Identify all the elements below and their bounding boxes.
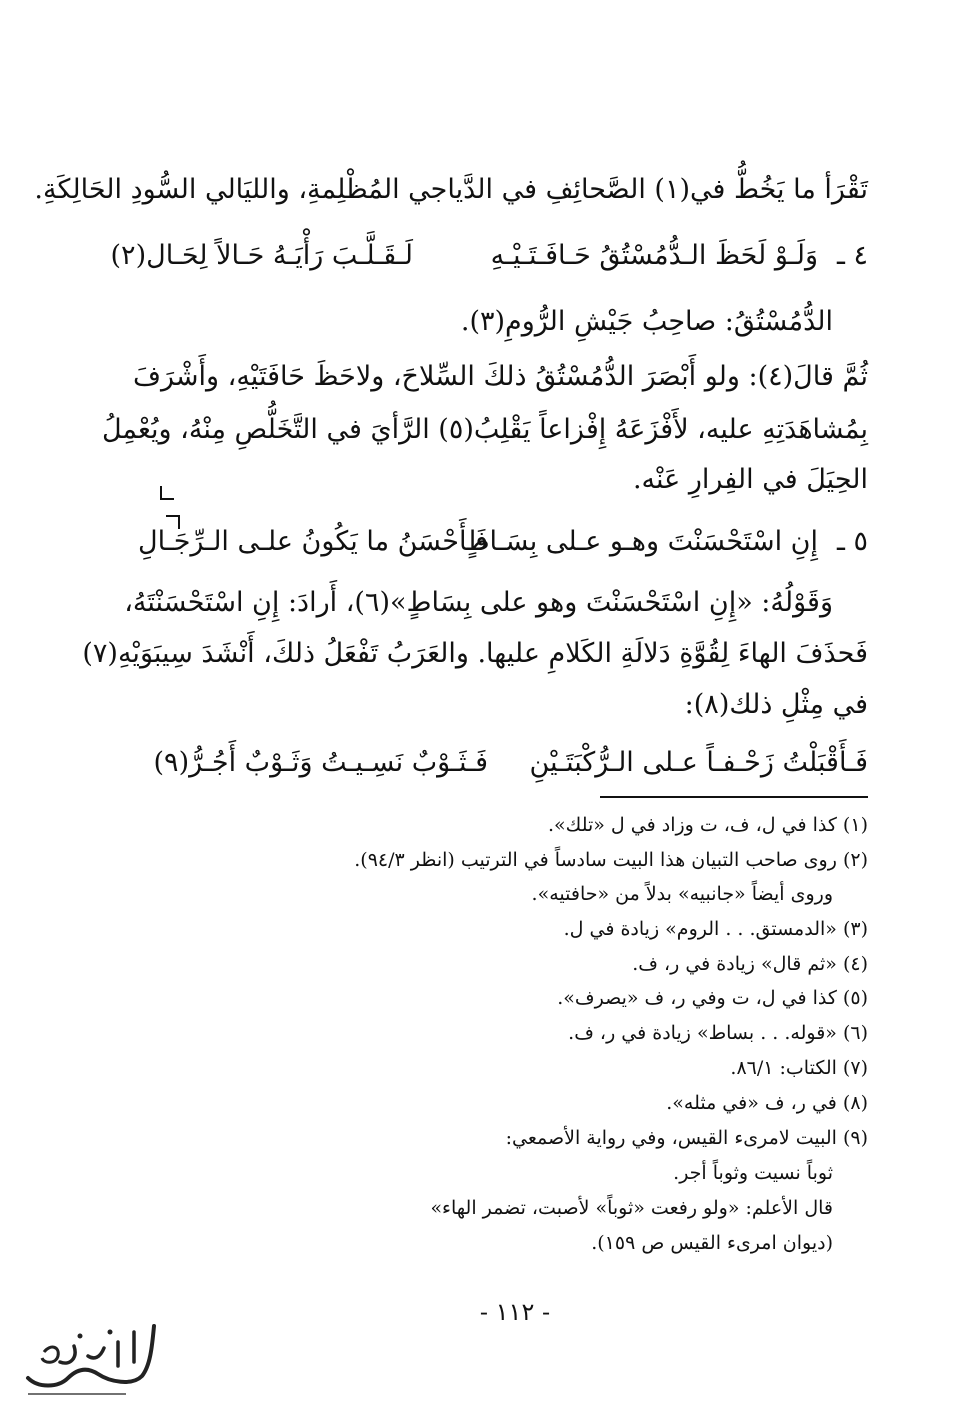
verse-5-first-hemistich: إِنِ اسْتَحْسَنْتَ وهـو عـلى بِسَـاطٍ	[464, 526, 818, 557]
text-line-1: تَقْرَأ ما يَخُطُّ في(١) الصَّحائِفِ في الدَّياجي المُظْلِمةِ، والليَالي السُّودِ الحَالِكَةِ.	[34, 174, 868, 205]
verse-5-second-hemistich: فَـأَحْسَنُ ما يَكُونُ علـى الـرِّجَـالِ	[137, 526, 488, 557]
verse-4-number: ٤ ـ	[836, 240, 868, 271]
paragraph-2-line-3: في مِثْلِ ذلك(٨):	[684, 689, 868, 720]
paragraph-1-line-1: ثُمَّ قالَ(٤): ولو أَبْصَرَ الدُّمُسْتُقُ ذلكَ السِّلاحَ، ولاحَظَ حَافَتَيْهِ، وأَشْرَفَ	[132, 361, 868, 392]
paragraph-1-line-2: بِمُشاهَدَتِهِ عليه، لأَفْزَعَهُ إِفْزاعاً يَقْلِبُ(٥) الرَّأيَ في التَّخَلُّصِ مِنْهُ، ويُعْمِلُ	[101, 414, 868, 445]
footnote-8: (٨) في ر، ف «في مثله».	[666, 1092, 868, 1114]
footnote-separator	[600, 796, 868, 798]
gloss-line: الدُّمُسْتُقُ: صاحِبُ جَيْشِ الرُّومِ(٣).	[460, 306, 833, 337]
paragraph-2-line-1: وَقَوْلُهُ: «إِنِ اسْتَحْسَنْتَ وهو على بِسَاطٍ»(٦)، أَرادَ: إِنِ اسْتَحْسَنْتَهُ،	[124, 587, 833, 618]
footnote-3: (٣) «الدمستق. . . الروم» زيادة في ل.	[563, 918, 868, 940]
footnote-5: (٥) كذا في ل، ت وفي ر، ف «يصرف».	[557, 987, 868, 1009]
footnote-9-note: قال الأعلم: «ولو رفعت «ثوباً» لأصبت، تضمر الهاء»	[430, 1197, 833, 1219]
footnote-4: (٤) «ثم قال» زيادة في ر، ف.	[632, 953, 868, 975]
edit-mark-bottom-left	[160, 486, 174, 500]
footnote-7: (٧) الكتاب: ٨٦/١.	[730, 1057, 868, 1079]
quoted-verse-second-hemistich: فَـثَـوْبٌ نَسِـيـتُ وَثَـوْبٌ أَجُـرُّ(٩)	[153, 747, 488, 778]
verse-5-number: ٥ ـ	[836, 526, 868, 557]
quoted-verse-first-hemistich: فَـأَقْبَلْتُ زَحْـفـاً عـلى الـرُّكْبَتَـيْنِ	[529, 747, 868, 778]
footnote-6: (٦) «قوله. . . بساط» زيادة في ر، ف.	[568, 1022, 868, 1044]
paragraph-1-line-3: الحِيَلَ في الفِرارِ عَنْه.	[632, 464, 868, 495]
publisher-logo-icon	[14, 1318, 164, 1402]
verse-4-second-hemistich: لَـقَـلَّـبَ رَأْيَـهُ حَـالاً لِحَـال(٢)	[110, 240, 413, 271]
page-number: - ١١٢ -	[479, 1298, 551, 1326]
footnote-2: (٢) روى صاحب التبيان هذا البيت سادساً في الترتيب (انظر ٩٤/٣).	[354, 849, 868, 871]
footnote-9-verse: ثوباً نسيت وثوباً أجر.	[673, 1162, 833, 1184]
footnote-1: (١) كذا في ل، ف، ت وزاد في ل «تلك».	[548, 814, 868, 836]
footnote-9-source: (ديوان امرىء القيس ص ١٥٩).	[591, 1232, 833, 1254]
paragraph-2-line-2: فَحذَفَ الهاءَ لِقُوَّةِ دَلالَةِ الكَلامِ عليها. والعَرَبُ تَفْعَلُ ذلكَ، أَنْشَدَ سِيبَوَيْهِ(٧)	[82, 638, 868, 669]
footnote-9: (٩) البيت لامرىء القيس، وفي رواية الأصمعي:	[505, 1127, 868, 1149]
footnote-2-continuation: وروى أيضاً «جانبيه» بدلاً من «حافتيه».	[531, 883, 833, 905]
verse-4-first-hemistich: وَلَـوْ لَحَظَ الـدُّمُسْتُقُ حَـافَـتَـيْـهِ	[490, 240, 818, 271]
